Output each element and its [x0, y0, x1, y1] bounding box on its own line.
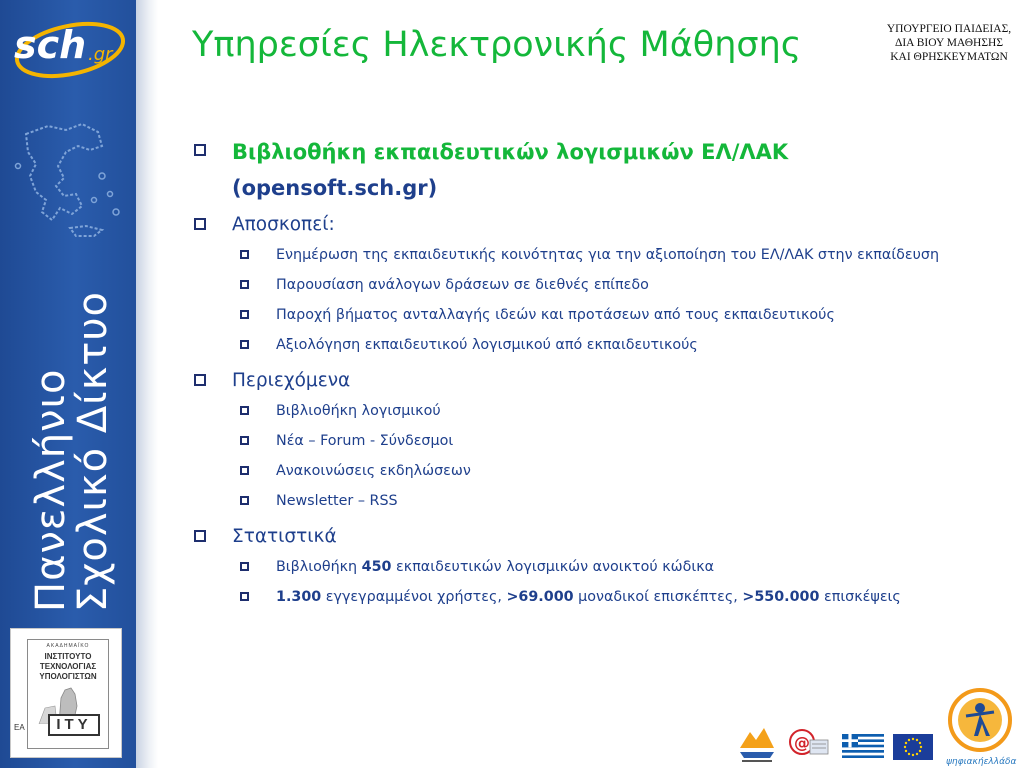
- ity-small-text: ΑΚΑΔΗΜΑΪΚΟ: [46, 643, 90, 649]
- square-bullet-icon: [240, 436, 249, 445]
- section-statistics: [192, 524, 992, 550]
- square-bullet-icon: [240, 562, 249, 571]
- ity-ea-label: ΕΑ: [14, 723, 25, 732]
- sch-logo-icon: [8, 14, 130, 84]
- ministry-label: [878, 22, 1020, 64]
- page-title: Υπηρεσίες Ηλεκτρονικής Μάθησης: [192, 25, 802, 65]
- at-sign-icon: [788, 728, 830, 760]
- list-item-text: Βιβλιοθήκη λογισμικού: [276, 403, 441, 419]
- stat-text: εκπαιδευτικών λογισμικών ανοικτού κώδικα: [391, 559, 715, 575]
- vertical-title-line2: Σχολικό Δίκτυο: [70, 291, 116, 612]
- list-item: [192, 244, 992, 266]
- list-item-text: Παροχή βήματος ανταλλαγής ιδεών και προτάσεων από τους εκπαιδευτικούς: [276, 307, 835, 323]
- section-aims: [192, 212, 992, 238]
- square-bullet-icon: [240, 280, 249, 289]
- stat-number: >69.000: [506, 589, 574, 605]
- eu-flag-icon: [893, 734, 933, 760]
- square-bullet-icon: [240, 592, 249, 601]
- square-bullet-icon: [194, 530, 206, 542]
- list-item: [192, 274, 992, 296]
- sidebar-shadow: [136, 0, 158, 768]
- square-bullet-icon: [194, 218, 206, 230]
- vertical-title-line1: Πανελλήνιο: [28, 368, 74, 612]
- ity-name-line1: ΙΝΣΤΙΤΟΥΤΟ: [44, 652, 92, 661]
- sch-logo-suffix: .gr: [88, 44, 113, 65]
- list-item: [192, 304, 992, 326]
- list-item-text: Νέα – Forum - Σύνδεσμοι: [276, 433, 454, 449]
- square-bullet-icon: [240, 250, 249, 259]
- square-bullet-icon: [240, 310, 249, 319]
- list-item-text: Παρουσίαση ανάλογων δράσεων σε διεθνές επίπεδο: [276, 277, 649, 293]
- list-item: [192, 490, 992, 512]
- stat-text: μοναδικοί επισκέπτες,: [573, 589, 743, 605]
- ity-name-line3: ΥΠΟΛΟΓΙΣΤΩΝ: [39, 672, 97, 681]
- section-contents: [192, 368, 992, 394]
- stat-text: επισκέψεις: [819, 589, 901, 605]
- list-item: [192, 334, 992, 356]
- ministry-line2: ΔΙΑ ΒΙΟΥ ΜΑΘΗΣΗΣ: [894, 37, 1004, 49]
- list-item-text: Ανακοινώσεις εκδηλώσεων: [276, 463, 471, 479]
- ity-name: [28, 652, 108, 682]
- heading-bullet: [192, 134, 992, 206]
- list-item: [192, 400, 992, 422]
- slide-content: [192, 134, 992, 616]
- square-bullet-icon: [194, 374, 206, 386]
- digital-greece-logo-icon: [944, 686, 1024, 768]
- svg-text:@: @: [794, 733, 810, 752]
- stat-number: 1.300: [276, 589, 322, 605]
- list-item-text: Ενημέρωση της εκπαιδευτικής κοινότητας για την αξιοποίηση του ΕΛ/ΛΑΚ στην εκπαίδευση: [276, 247, 940, 263]
- square-bullet-icon: [240, 496, 249, 505]
- list-item: [192, 430, 992, 452]
- digital-greece-label: ψηφιακήελλάδα: [946, 757, 1017, 767]
- section-contents-title: Περιεχόμενα: [232, 370, 351, 391]
- list-item-text: Newsletter – RSS: [276, 493, 398, 509]
- ity-name-line2: ΤΕΧΝΟΛΟΓΙΑΣ: [39, 662, 97, 671]
- list-item-text: Αξιολόγηση εκπαιδευτικού λογισμικού από εκπαιδευτικούς: [276, 337, 698, 353]
- square-bullet-icon: [240, 406, 249, 415]
- stat-number: >550.000: [742, 589, 820, 605]
- square-bullet-icon: [194, 144, 206, 156]
- list-item: [192, 556, 992, 578]
- hellas-2006-logo-icon: [734, 722, 780, 764]
- list-item: [192, 460, 992, 482]
- ity-logo-frame: [14, 639, 109, 749]
- section-aims-title: Αποσκοπεί:: [232, 214, 335, 235]
- stat-text: εγγεγραμμένοι χρήστες,: [321, 589, 507, 605]
- greece-map-icon: [6, 116, 130, 246]
- list-item: [192, 586, 992, 608]
- heading-subtext: (opensoft.sch.gr): [232, 176, 438, 200]
- ministry-line1: ΥΠΟΥΡΓΕΙΟ ΠΑΙΔΕΙΑΣ,: [886, 23, 1012, 35]
- ministry-line3: ΚΑΙ ΘΡΗΣΚΕΥΜΑΤΩΝ: [890, 51, 1008, 63]
- square-bullet-icon: [240, 466, 249, 475]
- greek-flag-icon: [842, 734, 884, 758]
- vertical-title: [30, 291, 114, 612]
- section-statistics-title: Στατιστικά: [232, 526, 337, 547]
- square-bullet-icon: [240, 340, 249, 349]
- heading-text: Βιβλιοθήκη εκπαιδευτικών λογισμικών ΕΛ/ΛΑΚ: [232, 140, 789, 164]
- sch-logo-text: sch: [14, 23, 87, 67]
- stat-number: 450: [361, 559, 392, 575]
- ity-logo: [10, 628, 122, 758]
- stat-text: Βιβλιοθήκη: [276, 559, 362, 575]
- ity-label: ΙΤΥ: [48, 714, 100, 736]
